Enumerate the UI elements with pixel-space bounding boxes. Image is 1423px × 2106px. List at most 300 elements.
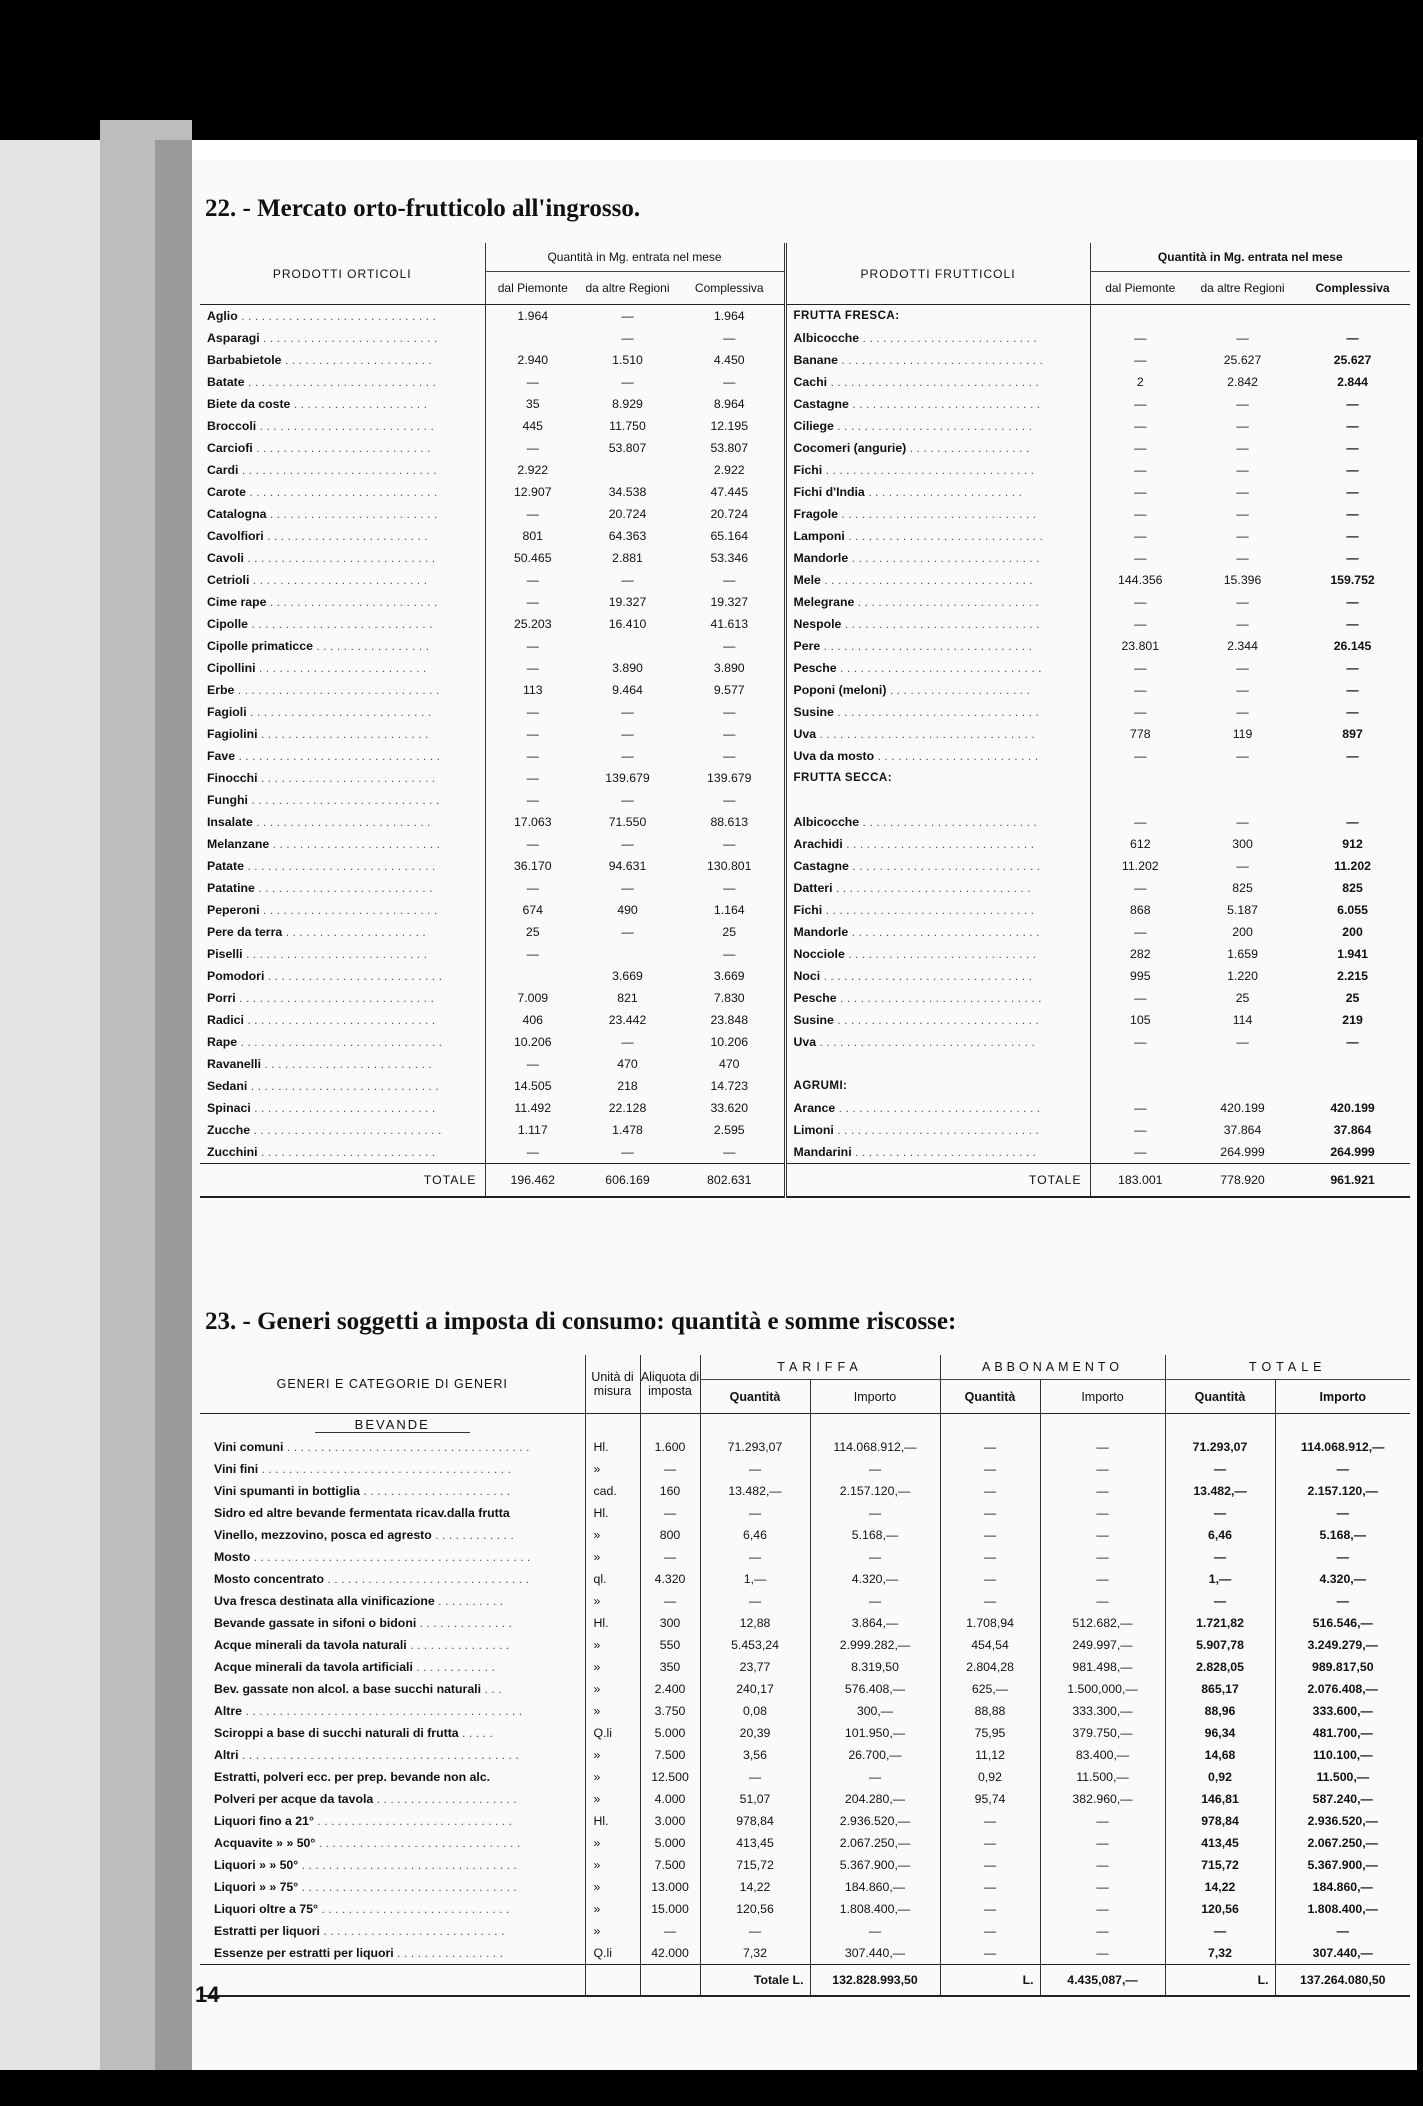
totale-importo: 184.860,— bbox=[1275, 1876, 1410, 1898]
unita: » bbox=[585, 1832, 640, 1854]
value-right-dal: — bbox=[1090, 525, 1190, 547]
table-row bbox=[200, 1502, 1410, 1524]
value-right-dal: — bbox=[1090, 701, 1190, 723]
value-right-dal: — bbox=[1090, 657, 1190, 679]
value-left-dal: 12.907 bbox=[485, 481, 580, 503]
table-row bbox=[200, 1524, 1410, 1546]
table-row bbox=[200, 349, 1410, 371]
value-left-dal: — bbox=[485, 877, 580, 899]
abbon-importo: — bbox=[1040, 1590, 1165, 1612]
header-altre-regioni: da altre Regioni bbox=[580, 272, 675, 305]
product-name-right: Mandarini . . . . . . . . . . . . . . . . . . . . . . . . . . . bbox=[785, 1141, 1090, 1164]
value-left-dal: — bbox=[485, 1141, 580, 1164]
product-name-left: Spinaci . . . . . . . . . . . . . . . . . . . . . . . . . . . bbox=[207, 1101, 436, 1115]
value-right-compl: 420.199 bbox=[1330, 1101, 1375, 1115]
value-right-altre: 300 bbox=[1232, 837, 1253, 851]
table-row bbox=[200, 1009, 1410, 1031]
abbon-importo: — bbox=[1040, 1524, 1165, 1546]
product-name-left: Cetrioli . . . . . . . . . . . . . . . . . . . . . . . . . . bbox=[207, 573, 428, 587]
product-name-left: Ravanelli . . . . . . . . . . . . . . . . . . . . . . . . . bbox=[207, 1057, 432, 1071]
tariffa-importo: 2.999.282,— bbox=[810, 1634, 940, 1656]
header-tariffa: TARIFFA bbox=[700, 1355, 940, 1380]
totale-quantita: 120,56 bbox=[1165, 1898, 1275, 1920]
product-name-left: Carciofi . . . . . . . . . . . . . . . . . . . . . . . . . . bbox=[207, 441, 431, 455]
abbon-importo: 512.682,— bbox=[1040, 1612, 1165, 1634]
value-right-dal: 995 bbox=[1090, 965, 1190, 987]
value-left-altre: — bbox=[621, 375, 634, 389]
aliquota: 12.500 bbox=[640, 1766, 700, 1788]
product-name-right: Fragole . . . . . . . . . . . . . . . . . . . . . . . . . . . . . bbox=[785, 503, 1090, 525]
value-left-altre: 3.890 bbox=[612, 661, 643, 675]
table-22-title: 22. - Mercato orto-frutticolo all'ingrosso. bbox=[205, 195, 641, 222]
product-name-left: Catalogna . . . . . . . . . . . . . . . . . . . . . . . . . bbox=[207, 507, 438, 521]
value-left-altre: 821 bbox=[617, 991, 638, 1005]
value-left-altre: 22.128 bbox=[608, 1101, 647, 1115]
product-name-left: Fave . . . . . . . . . . . . . . . . . . . . . . . . . . . . . . bbox=[207, 749, 441, 763]
tariffa-quantita: 71.293,07 bbox=[700, 1436, 810, 1458]
totale-quantita: — bbox=[1165, 1502, 1275, 1524]
value-right-altre: — bbox=[1236, 859, 1249, 873]
unita: » bbox=[585, 1700, 640, 1722]
aliquota: 5.000 bbox=[640, 1722, 700, 1744]
genere-name: Altri . . . . . . . . . . . . . . . . . . . . . . . . . . . . . . . . . . . . . . . . . bbox=[214, 1748, 519, 1762]
aliquota: 13.000 bbox=[640, 1876, 700, 1898]
abbon-quantita: 625,— bbox=[940, 1678, 1040, 1700]
value-right-compl: — bbox=[1346, 617, 1359, 631]
value-right-dal: 2 bbox=[1090, 371, 1190, 393]
value-left-compl: 53.346 bbox=[710, 551, 749, 565]
abbon-quantita: — bbox=[940, 1568, 1040, 1590]
genere-name: Essenze per estratti per liquori . . . . . . . . . . . . . . . . bbox=[214, 1946, 504, 1960]
value-left-compl: 4.450 bbox=[713, 353, 745, 367]
value-left-compl: 88.613 bbox=[710, 815, 749, 829]
aliquota: 5.000 bbox=[640, 1832, 700, 1854]
value-right-dal bbox=[1090, 1053, 1190, 1075]
value-left-dal: 7.009 bbox=[485, 987, 580, 1009]
value-left-dal: — bbox=[485, 723, 580, 745]
table-row bbox=[200, 833, 1410, 855]
table-row bbox=[200, 943, 1410, 965]
table-row bbox=[200, 1898, 1410, 1920]
value-right-altre: 5.187 bbox=[1227, 903, 1258, 917]
product-name-left: Zucchini . . . . . . . . . . . . . . . . . . . . . . . . . . bbox=[207, 1145, 436, 1159]
unita: » bbox=[585, 1854, 640, 1876]
value-right-altre: — bbox=[1236, 1035, 1249, 1049]
unita: » bbox=[585, 1678, 640, 1700]
value-left-compl: 33.620 bbox=[710, 1101, 749, 1115]
totale-importo: 3.249.279,— bbox=[1275, 1634, 1410, 1656]
totale-quantita: 14,68 bbox=[1165, 1744, 1275, 1766]
value-right-dal: — bbox=[1090, 1141, 1190, 1164]
value-left-dal: — bbox=[485, 371, 580, 393]
value-right-compl bbox=[1295, 305, 1410, 328]
unita: » bbox=[585, 1766, 640, 1788]
value-left-altre bbox=[580, 943, 675, 965]
abbon-importo: 1.500,000,— bbox=[1040, 1678, 1165, 1700]
table-row bbox=[200, 1634, 1410, 1656]
value-left-compl: 19.327 bbox=[710, 595, 749, 609]
totale-quantita: 7,32 bbox=[1165, 1942, 1275, 1965]
value-right-compl bbox=[1295, 1075, 1410, 1097]
total-right-dal: 183.001 bbox=[1090, 1164, 1190, 1198]
header-prodotti-orticoli: PRODOTTI ORTICOLI bbox=[200, 243, 485, 305]
genere-name: Mosto concentrato . . . . . . . . . . . . . . . . . . . . . . . . . . . . . . bbox=[214, 1572, 529, 1586]
value-left-dal: 25.203 bbox=[485, 613, 580, 635]
total-left-altre: 606.169 bbox=[580, 1164, 675, 1198]
totale-importo: 333.600,— bbox=[1275, 1700, 1410, 1722]
value-left-dal: — bbox=[485, 591, 580, 613]
header-generi: GENERI E CATEGORIE DI GENERI bbox=[200, 1355, 585, 1414]
product-name-left: Pere da terra . . . . . . . . . . . . . . . . . . . . . bbox=[207, 925, 426, 939]
tariffa-quantita: 13.482,— bbox=[700, 1480, 810, 1502]
total-abbon-l: L. bbox=[940, 1965, 1040, 1997]
totale-quantita: — bbox=[1165, 1590, 1275, 1612]
table-22-body bbox=[200, 305, 1410, 1164]
abbon-quantita: — bbox=[940, 1436, 1040, 1458]
aliquota: 15.000 bbox=[640, 1898, 700, 1920]
value-right-dal: 612 bbox=[1090, 833, 1190, 855]
value-right-compl bbox=[1295, 789, 1410, 811]
value-left-compl: 3.890 bbox=[713, 661, 745, 675]
table-row bbox=[200, 1788, 1410, 1810]
value-left-compl: — bbox=[723, 639, 736, 653]
value-right-compl: — bbox=[1346, 705, 1359, 719]
value-right-altre bbox=[1190, 789, 1295, 811]
table-row bbox=[200, 657, 1410, 679]
value-left-altre: 9.464 bbox=[612, 683, 643, 697]
tariffa-importo: 101.950,— bbox=[810, 1722, 940, 1744]
tariffa-quantita: 0,08 bbox=[700, 1700, 810, 1722]
genere-name: Mosto . . . . . . . . . . . . . . . . . . . . . . . . . . . . . . . . . . . . . . . . . bbox=[214, 1550, 531, 1564]
value-left-compl: — bbox=[723, 881, 736, 895]
table-row bbox=[200, 569, 1410, 591]
tariffa-quantita: 978,84 bbox=[700, 1810, 810, 1832]
value-right-dal bbox=[1090, 789, 1190, 811]
scan-background-bottom bbox=[0, 2070, 1423, 2106]
unita: cad. bbox=[585, 1480, 640, 1502]
genere-name: Acque minerali da tavola naturali . . . . . . . . . . . . . . . bbox=[214, 1638, 510, 1652]
tariffa-importo: 1.808.400,— bbox=[810, 1898, 940, 1920]
value-right-altre: — bbox=[1236, 529, 1249, 543]
value-left-dal: 2.940 bbox=[485, 349, 580, 371]
tariffa-importo: 204.280,— bbox=[810, 1788, 940, 1810]
table-row bbox=[200, 1480, 1410, 1502]
aliquota: 550 bbox=[640, 1634, 700, 1656]
value-left-dal: — bbox=[485, 767, 580, 789]
value-left-altre: 64.363 bbox=[608, 529, 647, 543]
value-right-compl: 825 bbox=[1342, 881, 1363, 895]
value-left-dal: 1.117 bbox=[485, 1119, 580, 1141]
value-left-compl: 12.195 bbox=[710, 419, 749, 433]
table-row bbox=[200, 1075, 1410, 1097]
value-left-dal: — bbox=[485, 701, 580, 723]
totale-importo: 114.068.912,— bbox=[1275, 1436, 1410, 1458]
abbon-importo: 379.750,— bbox=[1040, 1722, 1165, 1744]
product-name-right: Castagne . . . . . . . . . . . . . . . . . . . . . . . . . . . . bbox=[785, 393, 1090, 415]
tariffa-importo: 5.168,— bbox=[810, 1524, 940, 1546]
value-right-dal: — bbox=[1090, 679, 1190, 701]
genere-name: Vini spumanti in bottiglia . . . . . . . . . . . . . . . . . . . . . . bbox=[214, 1484, 511, 1498]
value-left-compl: 65.164 bbox=[710, 529, 749, 543]
table-23-total-row bbox=[200, 1965, 1410, 1997]
totale-quantita: 413,45 bbox=[1165, 1832, 1275, 1854]
total-right-compl: 961.921 bbox=[1295, 1164, 1410, 1198]
abbon-quantita: — bbox=[940, 1810, 1040, 1832]
value-right-altre: 2.842 bbox=[1227, 375, 1258, 389]
aliquota: 3.750 bbox=[640, 1700, 700, 1722]
product-name-right bbox=[785, 1053, 1090, 1075]
abbon-quantita: 88,88 bbox=[940, 1700, 1040, 1722]
aliquota: 800 bbox=[640, 1524, 700, 1546]
value-left-dal bbox=[485, 965, 580, 987]
abbon-quantita: 454,54 bbox=[940, 1634, 1040, 1656]
tariffa-importo: 4.320,— bbox=[810, 1568, 940, 1590]
value-right-altre: — bbox=[1236, 485, 1249, 499]
header-complessiva-r: Complessiva bbox=[1295, 272, 1410, 305]
table-22-total-row bbox=[200, 1164, 1410, 1198]
product-name-right: Albicocche . . . . . . . . . . . . . . . . . . . . . . . . . . bbox=[785, 811, 1090, 833]
abbon-quantita: — bbox=[940, 1458, 1040, 1480]
abbon-quantita: 75,95 bbox=[940, 1722, 1040, 1744]
binding-edge-light bbox=[0, 140, 100, 2070]
value-right-dal: — bbox=[1090, 745, 1190, 767]
unita: Q.li bbox=[585, 1942, 640, 1965]
header-totale-importo: Importo bbox=[1275, 1380, 1410, 1414]
value-right-compl: — bbox=[1346, 661, 1359, 675]
value-left-compl: 23.848 bbox=[710, 1013, 749, 1027]
value-right-compl: — bbox=[1346, 441, 1359, 455]
product-name-left: Cipolle primaticce . . . . . . . . . . . . . . . . . bbox=[207, 639, 430, 653]
product-name-left: Broccoli . . . . . . . . . . . . . . . . . . . . . . . . . . bbox=[207, 419, 434, 433]
tariffa-importo: 5.367.900,— bbox=[810, 1854, 940, 1876]
genere-name: Polveri per acque da tavola . . . . . . . . . . . . . . . . . . . . . bbox=[214, 1792, 517, 1806]
totale-quantita: 978,84 bbox=[1165, 1810, 1275, 1832]
value-left-compl: 130.801 bbox=[707, 859, 752, 873]
value-left-dal: 445 bbox=[485, 415, 580, 437]
value-right-dal: — bbox=[1090, 437, 1190, 459]
total-abbon-importo: 4.435,087,— bbox=[1040, 1965, 1165, 1997]
totale-importo: 989.817,50 bbox=[1275, 1656, 1410, 1678]
totale-quantita: — bbox=[1165, 1458, 1275, 1480]
header-group-left: Quantità in Mg. entrata nel mese bbox=[485, 243, 785, 272]
value-left-compl: 7.830 bbox=[713, 991, 745, 1005]
value-right-compl: — bbox=[1346, 485, 1359, 499]
value-left-altre: 1.478 bbox=[612, 1123, 643, 1137]
table-row bbox=[200, 1119, 1410, 1141]
value-left-altre: — bbox=[621, 925, 634, 939]
value-right-dal: — bbox=[1090, 393, 1190, 415]
tariffa-quantita: 3,56 bbox=[700, 1744, 810, 1766]
total-tariffa-importo: 132.828.993,50 bbox=[810, 1965, 940, 1997]
product-name-left: Batate . . . . . . . . . . . . . . . . . . . . . . . . . . . . bbox=[207, 375, 436, 389]
value-right-dal: 23.801 bbox=[1090, 635, 1190, 657]
value-right-dal: — bbox=[1090, 547, 1190, 569]
genere-name: Vini comuni . . . . . . . . . . . . . . . . . . . . . . . . . . . . . . . . . . . . bbox=[214, 1440, 530, 1454]
section-bevande: BEVANDE bbox=[200, 1414, 585, 1437]
abbon-importo: 333.300,— bbox=[1040, 1700, 1165, 1722]
table-row bbox=[200, 305, 1410, 328]
value-left-compl: 470 bbox=[719, 1057, 740, 1071]
totale-importo: — bbox=[1275, 1546, 1410, 1568]
value-right-compl: — bbox=[1346, 815, 1359, 829]
table-row bbox=[200, 371, 1410, 393]
product-name-left: Rape . . . . . . . . . . . . . . . . . . . . . . . . . . . . . . bbox=[207, 1035, 443, 1049]
abbon-importo: — bbox=[1040, 1832, 1165, 1854]
value-left-altre: 139.679 bbox=[605, 771, 650, 785]
value-right-compl: 25 bbox=[1345, 991, 1360, 1005]
table-row bbox=[200, 1744, 1410, 1766]
value-left-dal: 406 bbox=[485, 1009, 580, 1031]
value-left-dal: 25 bbox=[485, 921, 580, 943]
value-right-compl: 37.864 bbox=[1333, 1123, 1372, 1137]
table-row bbox=[200, 1942, 1410, 1965]
table-row bbox=[200, 723, 1410, 745]
unita: » bbox=[585, 1788, 640, 1810]
product-name-left: Cime rape . . . . . . . . . . . . . . . . . . . . . . . . . bbox=[207, 595, 438, 609]
value-left-dal: — bbox=[485, 789, 580, 811]
value-right-dal: — bbox=[1090, 987, 1190, 1009]
product-name-left: Radici . . . . . . . . . . . . . . . . . . . . . . . . . . . . bbox=[207, 1013, 436, 1027]
unita: » bbox=[585, 1744, 640, 1766]
value-left-compl: 2.595 bbox=[713, 1123, 745, 1137]
product-name-right: Fichi . . . . . . . . . . . . . . . . . . . . . . . . . . . . . . . bbox=[785, 459, 1090, 481]
tariffa-quantita: 51,07 bbox=[700, 1788, 810, 1810]
unita: Hl. bbox=[585, 1612, 640, 1634]
value-right-altre bbox=[1190, 305, 1295, 328]
table-row bbox=[200, 877, 1410, 899]
total-label-right: TOTALE bbox=[785, 1164, 1090, 1198]
value-right-dal: 105 bbox=[1090, 1009, 1190, 1031]
product-name-left: Piselli . . . . . . . . . . . . . . . . . . . . . . . . . . . bbox=[207, 947, 428, 961]
tariffa-quantita: 5.453,24 bbox=[700, 1634, 810, 1656]
value-left-altre: 8.929 bbox=[612, 397, 643, 411]
unita: » bbox=[585, 1524, 640, 1546]
abbon-importo: — bbox=[1040, 1876, 1165, 1898]
abbon-quantita: — bbox=[940, 1546, 1040, 1568]
value-right-compl: — bbox=[1346, 749, 1359, 763]
product-name-right: Nocciole . . . . . . . . . . . . . . . . . . . . . . . . . . . . bbox=[785, 943, 1090, 965]
value-right-altre: — bbox=[1236, 705, 1249, 719]
value-left-dal: 35 bbox=[485, 393, 580, 415]
table-row bbox=[200, 503, 1410, 525]
product-name-right: Uva . . . . . . . . . . . . . . . . . . . . . . . . . . . . . . . . bbox=[785, 1031, 1090, 1053]
table-row bbox=[200, 1766, 1410, 1788]
table-row bbox=[200, 415, 1410, 437]
header-tariffa-importo: Importo bbox=[810, 1380, 940, 1414]
tariffa-quantita: — bbox=[700, 1502, 810, 1524]
table-row bbox=[200, 745, 1410, 767]
genere-name: Liquori fino a 21° . . . . . . . . . . . . . . . . . . . . . . . . . . . . . bbox=[214, 1814, 513, 1828]
table-row bbox=[200, 1832, 1410, 1854]
totale-quantita: 71.293,07 bbox=[1165, 1436, 1275, 1458]
genere-name: Sciroppi a base di succhi naturali di frutta . . . . . bbox=[214, 1726, 493, 1740]
table-row bbox=[200, 1546, 1410, 1568]
value-left-dal: — bbox=[485, 569, 580, 591]
value-left-altre: 19.327 bbox=[608, 595, 647, 609]
product-name-left: Cipolle . . . . . . . . . . . . . . . . . . . . . . . . . . . bbox=[207, 617, 433, 631]
value-left-altre: 218 bbox=[617, 1079, 638, 1093]
value-left-compl: — bbox=[723, 1145, 736, 1159]
value-left-compl: — bbox=[723, 331, 736, 345]
value-right-compl: 200 bbox=[1342, 925, 1363, 939]
table-23-title bbox=[205, 1308, 956, 1336]
tariffa-quantita: — bbox=[700, 1458, 810, 1480]
totale-quantita: 96,34 bbox=[1165, 1722, 1275, 1744]
abbon-quantita: 2.804,28 bbox=[940, 1656, 1040, 1678]
value-left-altre bbox=[580, 635, 675, 657]
abbon-quantita: — bbox=[940, 1942, 1040, 1965]
genere-name: Vini fini . . . . . . . . . . . . . . . . . . . . . . . . . . . . . . . . . . . . . bbox=[214, 1462, 512, 1476]
header-unita: Unità di misura bbox=[585, 1355, 640, 1414]
unita: Q.li bbox=[585, 1722, 640, 1744]
value-left-altre: — bbox=[621, 331, 634, 345]
abbon-importo: — bbox=[1040, 1942, 1165, 1965]
value-right-compl: — bbox=[1346, 551, 1359, 565]
value-right-dal bbox=[1090, 1075, 1190, 1097]
total-left-dal: 196.462 bbox=[485, 1164, 580, 1198]
value-right-dal: — bbox=[1090, 459, 1190, 481]
value-left-altre: 11.750 bbox=[609, 419, 646, 433]
tariffa-quantita: — bbox=[700, 1920, 810, 1942]
unita: » bbox=[585, 1458, 640, 1480]
header-abbon-quantita: Quantità bbox=[940, 1380, 1040, 1414]
value-right-altre: 15.396 bbox=[1223, 573, 1262, 587]
value-left-compl: 1.964 bbox=[713, 309, 745, 323]
tariffa-quantita: 120,56 bbox=[700, 1898, 810, 1920]
abbon-importo: — bbox=[1040, 1502, 1165, 1524]
genere-name: Estratti per liquori . . . . . . . . . . . . . . . . . . . . . . . . . . . bbox=[214, 1924, 505, 1938]
value-right-altre: — bbox=[1236, 397, 1249, 411]
value-right-dal: 868 bbox=[1090, 899, 1190, 921]
tariffa-importo: 3.864,— bbox=[810, 1612, 940, 1634]
value-left-altre: 1.510 bbox=[612, 353, 643, 367]
aliquota: — bbox=[640, 1920, 700, 1942]
product-name-right: Cocomeri (angurie) . . . . . . . . . . . . . . . . . . bbox=[785, 437, 1090, 459]
tariffa-importo: — bbox=[810, 1920, 940, 1942]
unita: » bbox=[585, 1656, 640, 1678]
totale-importo: — bbox=[1275, 1458, 1410, 1480]
value-right-dal: 282 bbox=[1090, 943, 1190, 965]
product-name-right: Uva da mosto . . . . . . . . . . . . . . . . . . . . . . . . bbox=[785, 745, 1090, 767]
value-right-dal: — bbox=[1090, 327, 1190, 349]
tariffa-quantita: 14,22 bbox=[700, 1876, 810, 1898]
value-right-altre: — bbox=[1236, 463, 1249, 477]
value-right-dal: — bbox=[1090, 1119, 1190, 1141]
value-right-altre: — bbox=[1236, 617, 1249, 631]
genere-name: Acque minerali da tavola artificiali . . . . . . . . . . . . bbox=[214, 1660, 495, 1674]
table-row bbox=[200, 679, 1410, 701]
value-left-dal: 50.465 bbox=[485, 547, 580, 569]
value-right-altre: 264.999 bbox=[1220, 1145, 1265, 1159]
abbon-quantita: 11,12 bbox=[940, 1744, 1040, 1766]
product-name-left: Insalate . . . . . . . . . . . . . . . . . . . . . . . . . . bbox=[207, 815, 431, 829]
value-left-altre: 3.669 bbox=[612, 969, 643, 983]
totale-importo: 4.320,— bbox=[1275, 1568, 1410, 1590]
value-left-dal: — bbox=[485, 657, 580, 679]
header-abbonamento: ABBONAMENTO bbox=[940, 1355, 1165, 1380]
value-right-compl: — bbox=[1346, 683, 1359, 697]
table-23-title-text: Generi soggetti a imposta di consumo: quantità e somme riscosse: bbox=[257, 1308, 957, 1335]
value-right-altre: 1.220 bbox=[1227, 969, 1258, 983]
value-left-dal: 11.492 bbox=[485, 1097, 580, 1119]
value-left-compl: — bbox=[723, 573, 736, 587]
table-row bbox=[200, 547, 1410, 569]
product-name-right: Pesche . . . . . . . . . . . . . . . . . . . . . . . . . . . . . . bbox=[785, 987, 1090, 1009]
product-name-left: Cipollini . . . . . . . . . . . . . . . . . . . . . . . . . bbox=[207, 661, 427, 675]
tariffa-importo: — bbox=[810, 1590, 940, 1612]
header-totale: TOTALE bbox=[1165, 1355, 1410, 1380]
value-right-compl: 159.752 bbox=[1330, 573, 1375, 587]
